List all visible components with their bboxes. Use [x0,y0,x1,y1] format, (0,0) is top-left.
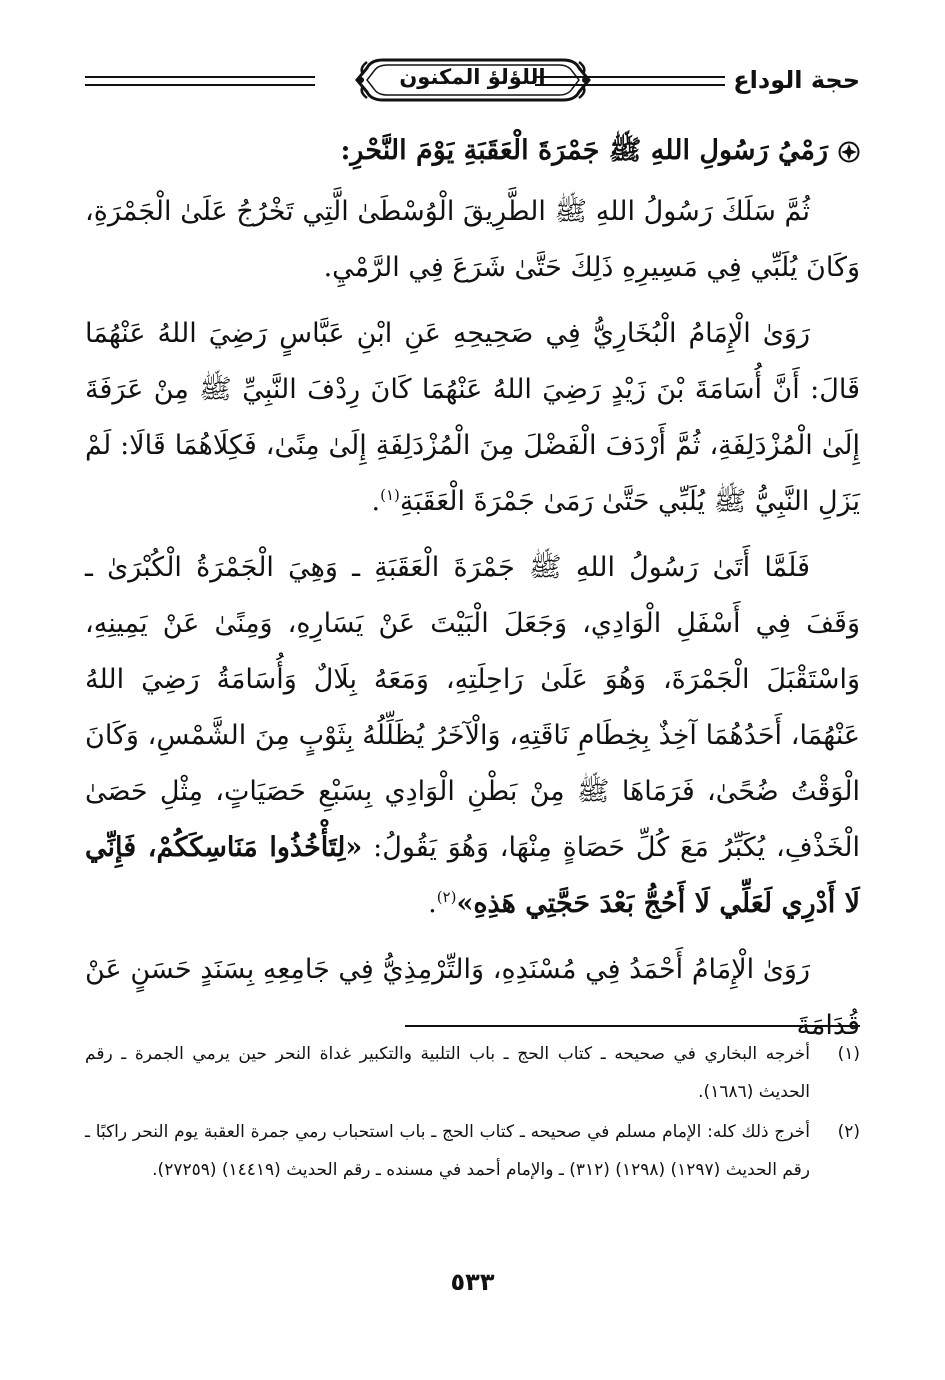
footnote-1 [85,1035,860,1111]
paragraph-3-end: . [428,888,437,919]
footnote-2 [85,1113,860,1189]
section-heading [85,126,860,176]
footnote-number: (١) [837,1044,860,1064]
page-number: ٥٣٣ [450,1268,495,1296]
section-heading-text: رَمْيُ رَسُولِ اللهِ ﷺ جَمْرَةَ الْعَقَبَةِ يَوْمَ النَّحْرِ: [340,135,828,166]
paragraph-4: رَوَىٰ الْإِمَامُ أَحْمَدُ فِي مُسْنَدِهِ، وَالتِّرْمِذِيُّ فِي جَامِعِهِ بِسَنَدٍ حَسَنٍ عَنْ قُدَامَةَ [85,954,860,1041]
footnote-separator [405,1025,860,1027]
paragraph-3-text: فَلَمَّا أَتَىٰ رَسُولُ اللهِ ﷺ جَمْرَةَ الْعَقَبَةِ ـ وَهِيَ الْجَمْرَةُ الْكُبْرَىٰ ـ وَقَفَ فِي أَسْفَلِ الْوَادِي، وَجَعَلَ الْبَيْتَ عَنْ يَسَارِهِ، وَمِنًىٰ عَنْ يَمِينِهِ، وَاسْتَقْبَلَ الْجَمْرَةَ، وَهُوَ عَلَىٰ رَاحِلَتِهِ، وَمَعَهُ بِلَالٌ وَأُسَامَةُ رَضِيَ اللهُ عَنْهُمَا، أَحَدُهُمَا آخِذٌ بِخِطَامِ نَاقَتِهِ، وَالْآخَرُ يُظَلِّلُهُ بِثَوْبٍ مِنَ الشَّمْسِ، وَكَانَ الْوَقْتُ ضُحًىٰ، فَرَمَاهَا ﷺ مِنْ بَطْنِ الْوَادِي بِسَبْعِ حَصَيَاتٍ، مِثْلِ حَصَىٰ الْخَذْفِ، يُكَبِّرُ مَعَ كُلِّ حَصَاةٍ مِنْهَا، وَهُوَ يَقُولُ: [85,552,861,863]
footnote-ref-2[interactable]: (٢) [436,888,457,906]
footnote-number: (٢) [837,1122,860,1142]
paragraph-1: ثُمَّ سَلَكَ رَسُولُ اللهِ ﷺ الطَّرِيقَ الْوُسْطَىٰ الَّتِي تَخْرُجُ عَلَىٰ الْجَمْرَةِ، وَكَانَ يُلَبِّي فِي مَسِيرِهِ ذَلِكَ حَتَّىٰ شَرَعَ فِي الرَّمْيِ. [85,196,860,283]
chapter-title: حجة الوداع [733,66,860,94]
book-title-ornament [353,54,593,106]
book-title: اللؤلؤ المكنون [399,65,546,89]
header-rule-left [85,76,315,86]
main-text [85,126,860,1064]
paragraph-2 [85,306,860,530]
page-header [85,52,860,114]
paragraph-2-end: . [371,486,381,517]
footnote-ref-1[interactable]: (١) [380,486,400,504]
paragraph-3 [85,540,860,932]
flower-bullet-icon [838,141,860,163]
hadith-quote: «لِتَأْخُذُوا مَنَاسِكَكُمْ، فَإِنِّي لَا أَدْرِي لَعَلِّي لَا أَحُجُّ بَعْدَ حَجَّتِي هَذِهِ» [85,832,860,919]
footnote-text: أخرجه البخاري في صحيحه ـ كتاب الحج ـ باب التلبية والتكبير غداة النحر حين يرمي الجمرة ـ رقم الحديث (١٦٨٦). [85,1044,810,1102]
footnote-text: أخرج ذلك كله: الإمام مسلم في صحيحه ـ كتاب الحج ـ باب استحباب رمي جمرة العقبة يوم النحر راكبًا ـ رقم الحديث (١٢٩٧) (١٢٩٨) (٣١٢) ـ والإمام أحمد في مسنده ـ رقم الحديث (١٤٤١٩) (٢٧٢٥٩). [85,1122,810,1180]
footnotes [85,1035,860,1191]
paragraph-2-text: رَوَىٰ الْإِمَامُ الْبُخَارِيُّ فِي صَحِيحِهِ عَنِ ابْنِ عَبَّاسٍ رَضِيَ اللهُ عَنْهُمَا قَالَ: أَنَّ أُسَامَةَ بْنَ زَيْدٍ رَضِيَ اللهُ عَنْهُمَا كَانَ رِدْفَ النَّبِيِّ ﷺ مِنْ عَرَفَةَ إِلَىٰ الْمُزْدَلِفَةِ، ثُمَّ أَرْدَفَ الْفَضْلَ مِنَ الْمُزْدَلِفَةِ إِلَىٰ مِنًىٰ، فَكِلَاهُمَا قَالَا: لَمْ يَزَلِ النَّبِيُّ ﷺ يُلَبِّي حَتَّىٰ رَمَىٰ جَمْرَةَ الْعَقَبَةِ [85,318,860,517]
